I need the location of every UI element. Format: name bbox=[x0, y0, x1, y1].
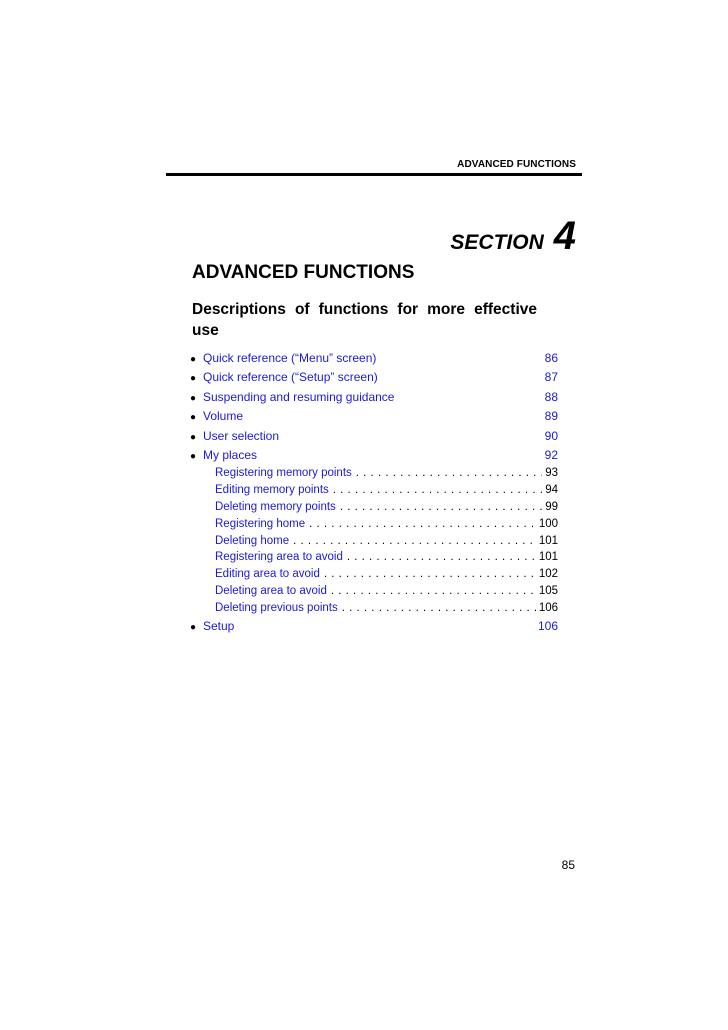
dot-leader bbox=[340, 499, 542, 516]
running-header: ADVANCED FUNCTIONS bbox=[457, 159, 576, 170]
toc-entry-page: 89 bbox=[544, 409, 558, 424]
header-rule bbox=[166, 173, 582, 176]
toc-sub-entry-page: 100 bbox=[538, 517, 558, 530]
toc-entry-page: 88 bbox=[544, 389, 558, 404]
toc-sub-entry-page: 105 bbox=[538, 584, 558, 597]
toc-sub-entry-page: 93 bbox=[545, 467, 558, 480]
dot-leader bbox=[342, 600, 536, 617]
section-number: 4 bbox=[553, 214, 576, 258]
toc-sub-entry-editing-memory-points[interactable] bbox=[215, 482, 558, 499]
bullet-icon: ● bbox=[190, 412, 197, 424]
toc-entry-suspending-guidance[interactable] bbox=[190, 388, 558, 407]
toc-sub-list-container bbox=[190, 465, 558, 616]
toc-sub-entry-registering-memory-points[interactable] bbox=[215, 465, 558, 482]
toc-entry-label: Suspending and resuming guidance bbox=[203, 389, 395, 404]
toc-sub-entry-label: Editing area to avoid bbox=[215, 568, 320, 581]
toc-entry-setup[interactable] bbox=[190, 617, 558, 636]
toc-sub-entry-page: 101 bbox=[538, 534, 558, 547]
toc-sub-entry-label: Registering home bbox=[215, 517, 306, 530]
page-subtitle: Descriptions of functions for more effective use bbox=[192, 301, 537, 339]
dot-leader bbox=[333, 482, 542, 499]
toc-sub-entry-deleting-area-to-avoid[interactable] bbox=[215, 583, 558, 600]
toc-sub-entry-label: Deleting memory points bbox=[215, 500, 336, 513]
bullet-icon: ● bbox=[190, 450, 197, 462]
toc-sub-entry-page: 101 bbox=[538, 551, 558, 564]
toc-entry-my-places[interactable] bbox=[190, 446, 558, 465]
toc-sub-entry-page: 99 bbox=[545, 500, 558, 513]
toc-sub-entry-registering-area-to-avoid[interactable] bbox=[215, 549, 558, 566]
toc-entry-page: 87 bbox=[544, 370, 558, 385]
section-label bbox=[450, 214, 576, 259]
toc-sub-entry-label: Deleting previous points bbox=[215, 601, 338, 614]
toc-sub-entry-registering-home[interactable] bbox=[215, 516, 558, 533]
toc-sub-entry-page: 106 bbox=[538, 601, 558, 614]
dot-leader bbox=[309, 516, 536, 533]
toc-sub-entry-page: 102 bbox=[538, 568, 558, 581]
bullet-icon: ● bbox=[190, 621, 197, 633]
toc-entry-label: Volume bbox=[203, 409, 244, 424]
toc-entry-label: Quick reference (“Setup” screen) bbox=[203, 370, 378, 385]
toc-entry-page: 106 bbox=[537, 618, 558, 633]
toc-entry-page: 86 bbox=[544, 351, 558, 365]
toc-sub-entry-label: Editing memory points bbox=[215, 484, 329, 497]
toc-entry-page: 92 bbox=[544, 447, 558, 462]
toc-sub-entry-label: Deleting home bbox=[215, 534, 290, 547]
dot-leader bbox=[347, 549, 536, 566]
toc-entry-page: 90 bbox=[544, 428, 558, 443]
toc-sub-entry-label: Registering area to avoid bbox=[215, 551, 343, 564]
toc-entry-label: Setup bbox=[203, 618, 235, 633]
toc-sub-entry-editing-area-to-avoid[interactable] bbox=[215, 566, 558, 583]
toc-sub-entry-deleting-home[interactable] bbox=[215, 533, 558, 550]
toc-sub-entry-page: 94 bbox=[545, 484, 558, 497]
toc-entry-label: My places bbox=[203, 447, 258, 462]
my-places-sub-list bbox=[190, 465, 558, 616]
page-title: ADVANCED FUNCTIONS bbox=[192, 262, 415, 283]
toc-entry-quick-reference-setup[interactable] bbox=[190, 368, 558, 387]
toc-entry-quick-reference-menu[interactable] bbox=[190, 349, 558, 368]
toc-sub-entry-label: Deleting area to avoid bbox=[215, 584, 327, 597]
toc-entry-user-selection[interactable] bbox=[190, 427, 558, 446]
dot-leader bbox=[331, 583, 536, 600]
section-word: SECTION bbox=[450, 231, 544, 254]
toc-sub-entry-deleting-previous-points[interactable] bbox=[215, 600, 558, 617]
toc-entry-label: User selection bbox=[203, 428, 280, 443]
toc-entry-volume[interactable] bbox=[190, 407, 558, 426]
bullet-icon: ● bbox=[190, 354, 197, 365]
bullet-icon: ● bbox=[190, 373, 197, 385]
page-number: 85 bbox=[561, 858, 575, 872]
bullet-icon: ● bbox=[190, 431, 197, 443]
toc-sub-entry-deleting-memory-points[interactable] bbox=[215, 499, 558, 516]
bullet-icon: ● bbox=[190, 392, 197, 404]
dot-leader bbox=[356, 465, 542, 482]
table-of-contents bbox=[190, 349, 558, 636]
toc-entry-label: Quick reference (“Menu” screen) bbox=[203, 351, 377, 365]
toc-sub-entry-label: Registering memory points bbox=[215, 467, 352, 480]
dot-leader bbox=[293, 533, 536, 550]
dot-leader bbox=[324, 566, 536, 583]
